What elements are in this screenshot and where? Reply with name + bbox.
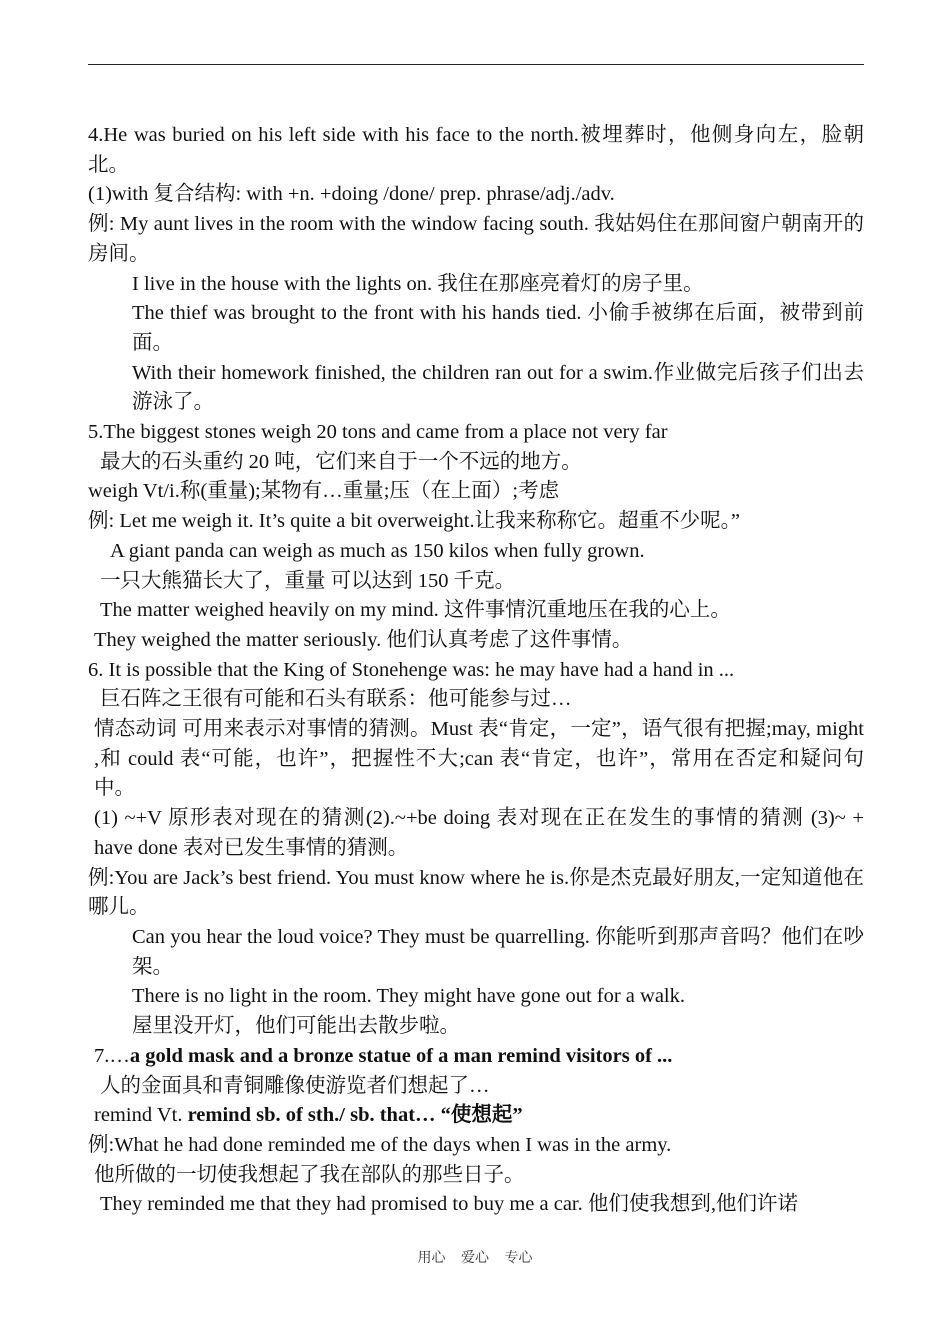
document-body bbox=[88, 121, 864, 1220]
example-line: They reminded me that they had promised to buy me a car. 他们使我想到,他们许诺 bbox=[100, 1193, 798, 1216]
example-line: A giant panda can weigh as much as 150 kilos when fully grown. bbox=[110, 539, 645, 562]
example-line: 例: Let me weigh it. It’s quite a bit overweight.让我来称称它。超重不少呢。” bbox=[88, 510, 740, 533]
modal-verbs-forms: (1) ~+V 原形表对现在的猜测(2).~+be doing 表对现在正在发生的事情的猜测 (3)~ + have done 表对已发生事情的猜测。 bbox=[94, 807, 864, 859]
example-line: 一只大熊猫长大了，重量 可以达到 150 千克。 bbox=[100, 569, 516, 592]
example-line: Can you hear the loud voice? They must be quarrelling. 你能听到那声音吗？他们在吵架。 bbox=[132, 925, 864, 978]
example-line: There is no light in the room. They might have gone out for a walk. bbox=[132, 985, 685, 1008]
modal-verbs-explanation: 情态动词 可用来表示对事情的猜测。Must 表“肯定，一定”，语气很有把握;may, might ,和 could 表“可能，也许”，把握性不大;can 表“肯定，也许”，常用在否定和疑问句中。 bbox=[94, 718, 864, 800]
point-6-translation: 巨石阵之王很有可能和石头有联系：他可能参与过… bbox=[100, 688, 572, 711]
example-line: I live in the house with the lights on. 我住在那座亮着灯的房子里。 bbox=[132, 272, 704, 295]
example-line: 屋里没开灯，他们可能出去散步啦。 bbox=[132, 1015, 460, 1038]
point-4-sentence: 4.He was buried on his left side with his face to the north.被埋葬时，他侧身向左，脸朝北。 bbox=[88, 124, 864, 176]
example-line: 他所做的一切使我想起了我在部队的那些日子。 bbox=[94, 1163, 525, 1186]
point-6-sentence: 6. It is possible that the King of Stonehenge was: he may have had a hand in ... bbox=[88, 658, 735, 681]
example-line: The thief was brought to the front with his hands tied. 小偷手被绑在后面，被带到前面。 bbox=[132, 302, 864, 354]
example-line: 例:You are Jack’s best friend. You must know where he is.你是杰克最好朋友,一定知道他在哪儿。 bbox=[88, 866, 864, 919]
example-line: The matter weighed heavily on my mind. 这件事情沉重地压在我的心上。 bbox=[100, 599, 731, 622]
example-line: 例:What he had done reminded me of the days when I was in the army. bbox=[88, 1133, 672, 1156]
example-line: They weighed the matter seriously. 他们认真考虑了这件事情。 bbox=[94, 628, 633, 651]
point-5-sentence: 5.The biggest stones weigh 20 tons and came from a place not very far bbox=[88, 421, 668, 444]
example-line: With their homework finished, the children ran out for a swim.作业做完后孩子们出去游泳了。 bbox=[132, 361, 864, 414]
header-rule bbox=[88, 64, 864, 65]
with-structure-rule: (1)with 复合结构: with +n. +doing /done/ prep. phrase/adj./adv. bbox=[88, 183, 615, 206]
page-footer: 用心 爱心 专心 bbox=[417, 1251, 533, 1266]
remind-definition: remind Vt. remind sb. of sth./ sb. that… “使想起” bbox=[94, 1104, 523, 1127]
point-7-sentence: 7.…a gold mask and a bronze statue of a man remind visitors of ... bbox=[94, 1044, 673, 1067]
point-5-translation: 最大的石头重约 20 吨，它们来自于一个不远的地方。 bbox=[100, 450, 582, 473]
point-7-translation: 人的金面具和青铜雕像使游览者们想起了… bbox=[100, 1074, 490, 1097]
example-line: 例: My aunt lives in the room with the window facing south. 我姑妈住在那间窗户朝南开的房间。 bbox=[88, 213, 864, 265]
weigh-definition: weigh Vt/i.称(重量);某物有…重量;压（在上面）;考虑 bbox=[88, 480, 560, 503]
